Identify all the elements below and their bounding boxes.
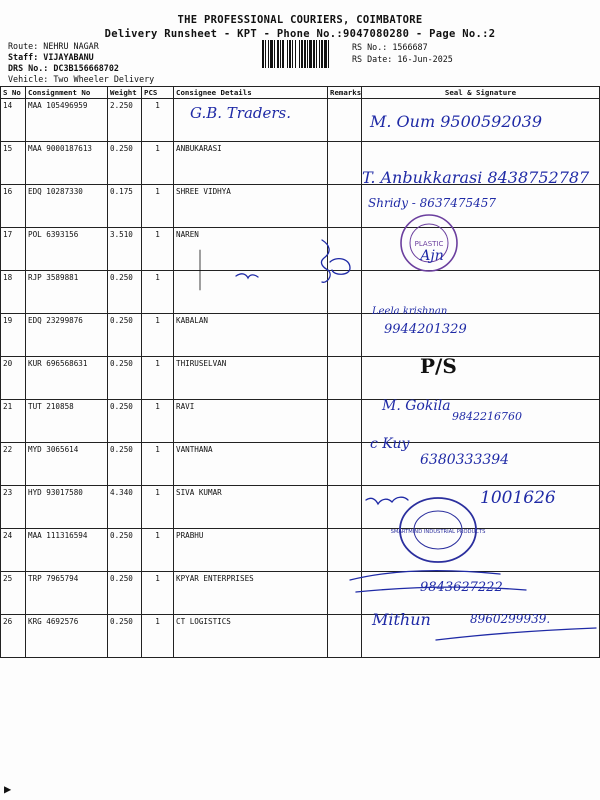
weight-cell: 2.250 xyxy=(108,99,142,142)
consignment-cell: MYD 3065614 xyxy=(26,443,108,486)
pcs-cell: 1 xyxy=(142,443,174,486)
route-label: Route: NEHRU NAGAR xyxy=(8,41,99,51)
runsheet-subtitle: Delivery Runsheet - KPT - Phone No.:9047080280 - Page No.:2 xyxy=(104,28,496,40)
weight-cell: 3.510 xyxy=(108,228,142,271)
weight-cell: 4.340 xyxy=(108,486,142,529)
weight-cell: 0.175 xyxy=(108,185,142,228)
signature-row-19-name: Leela krishnan xyxy=(372,306,448,317)
signature-row-22-phone: 6380333394 xyxy=(420,452,510,468)
col-sno: S No xyxy=(1,87,26,99)
consignment-cell: MAA 9000187613 xyxy=(26,142,108,185)
signature-row-26-phone: 8960299939. xyxy=(470,612,551,626)
company-title: THE PROFESSIONAL COURIERS, COIMBATORE xyxy=(177,14,423,26)
pcs-cell: 1 xyxy=(142,486,174,529)
smartmind-seal-stamp xyxy=(390,494,486,566)
sno-cell: 15 xyxy=(1,142,26,185)
pcs-cell: 1 xyxy=(142,271,174,314)
col-consignment: Consignment No xyxy=(26,87,108,99)
weight-cell: 0.250 xyxy=(108,615,142,658)
weight-cell: 0.250 xyxy=(108,443,142,486)
signature-row-21-name: M. Gokila xyxy=(382,398,451,414)
consignment-cell: EDQ 10287330 xyxy=(26,185,108,228)
weight-cell: 0.250 xyxy=(108,400,142,443)
sno-cell: 24 xyxy=(1,529,26,572)
svg-text:Ajn: Ajn xyxy=(420,248,444,264)
consignee-cell: RAVI xyxy=(174,400,328,443)
consignee-cell: KPYAR ENTERPRISES xyxy=(174,572,328,615)
consignment-cell: TUT 210858 xyxy=(26,400,108,443)
weight-cell: 0.250 xyxy=(108,529,142,572)
consignment-cell: HYD 93017580 xyxy=(26,486,108,529)
consignment-cell: KUR 696568631 xyxy=(26,357,108,400)
signature-row-19-phone: 9944201329 xyxy=(384,322,467,337)
consignee-cell: CT LOGISTICS xyxy=(174,615,328,658)
pcs-cell: 1 xyxy=(142,314,174,357)
pcs-cell: 1 xyxy=(142,228,174,271)
pcs-cell: 1 xyxy=(142,99,174,142)
sno-cell: 25 xyxy=(1,572,26,615)
pcs-cell: 1 xyxy=(142,185,174,228)
drs-number: DRS No.: DC3B156668702 xyxy=(8,63,119,73)
col-remarks: Remarks xyxy=(328,87,362,99)
signature-row-20: P/S xyxy=(420,354,457,378)
pcs-cell: 1 xyxy=(142,357,174,400)
signature-row-16: Shridy - 8637475457 xyxy=(368,196,497,210)
stamp2-text: SMARTMIND INDUSTRIAL PRODUCTS xyxy=(390,529,486,535)
col-pcs: PCS xyxy=(142,87,174,99)
consignee-cell: VANTHANA xyxy=(174,443,328,486)
sno-cell: 26 xyxy=(1,615,26,658)
consignment-cell: MAA 105496959 xyxy=(26,99,108,142)
rs-number: RS No.: 1566687 xyxy=(352,42,428,52)
consignment-cell: MAA 111316594 xyxy=(26,529,108,572)
col-weight: Weight xyxy=(108,87,142,99)
staff-label: Staff: VIJAYABANU xyxy=(8,52,94,62)
sno-cell: 22 xyxy=(1,443,26,486)
sno-cell: 23 xyxy=(1,486,26,529)
pcs-cell: 1 xyxy=(142,142,174,185)
consignee-cell: SIVA KUMAR xyxy=(174,486,328,529)
consignment-cell: TRP 7965794 xyxy=(26,572,108,615)
consignee-cell: NAREN xyxy=(174,228,328,271)
consignment-cell: EDQ 23299876 xyxy=(26,314,108,357)
consignee-cell: THIRUSELVAN xyxy=(174,357,328,400)
signature-row-23: 1001626 xyxy=(480,488,556,508)
sno-cell: 21 xyxy=(1,400,26,443)
weight-cell: 0.250 xyxy=(108,314,142,357)
consignment-cell: RJP 3589881 xyxy=(26,271,108,314)
rs-date: RS Date: 16-Jun-2025 xyxy=(352,54,453,64)
vehicle-label: Vehicle: Two Wheeler Delivery xyxy=(8,74,155,84)
pcs-cell: 1 xyxy=(142,529,174,572)
weight-cell: 0.250 xyxy=(108,357,142,400)
consignee-cell: SHREE VIDHYA xyxy=(174,185,328,228)
pcs-cell: 1 xyxy=(142,572,174,615)
consignment-cell: KRG 4692576 xyxy=(26,615,108,658)
consignment-cell: POL 6393156 xyxy=(26,228,108,271)
pcs-cell: 1 xyxy=(142,400,174,443)
signature-row-15: T. Anbukkarasi 8438752787 xyxy=(362,168,590,187)
sno-cell: 14 xyxy=(1,99,26,142)
weight-cell: 0.250 xyxy=(108,572,142,615)
sno-cell: 19 xyxy=(1,314,26,357)
col-signature: Seal & Signature xyxy=(362,87,600,99)
sno-cell: 16 xyxy=(1,185,26,228)
corner-mark: ▶ xyxy=(4,782,12,796)
sno-cell: 18 xyxy=(1,271,26,314)
sno-cell: 20 xyxy=(1,357,26,400)
handwritten-consignee-14: G.B. Traders. xyxy=(190,104,292,122)
stamp-text: PLASTIC xyxy=(414,240,444,248)
signature-row-25: 9843627222 xyxy=(420,580,503,595)
signature-row-14: M. Oum 9500592039 xyxy=(370,112,543,131)
col-consignee: Consignee Details xyxy=(174,87,328,99)
pcs-cell: 1 xyxy=(142,615,174,658)
sno-cell: 17 xyxy=(1,228,26,271)
consignee-cell: ANBUKARASI xyxy=(174,142,328,185)
signature-row-26-name: Mithun xyxy=(372,610,431,629)
consignee-cell: PRABHU xyxy=(174,529,328,572)
weight-cell: 0.250 xyxy=(108,142,142,185)
company-seal-stamp xyxy=(398,212,460,274)
weight-cell: 0.250 xyxy=(108,271,142,314)
consignee-cell: KABALAN xyxy=(174,314,328,357)
signature-row-22-name: c Kuy xyxy=(370,436,410,452)
signature-row-21-phone: 9842216760 xyxy=(452,410,522,423)
